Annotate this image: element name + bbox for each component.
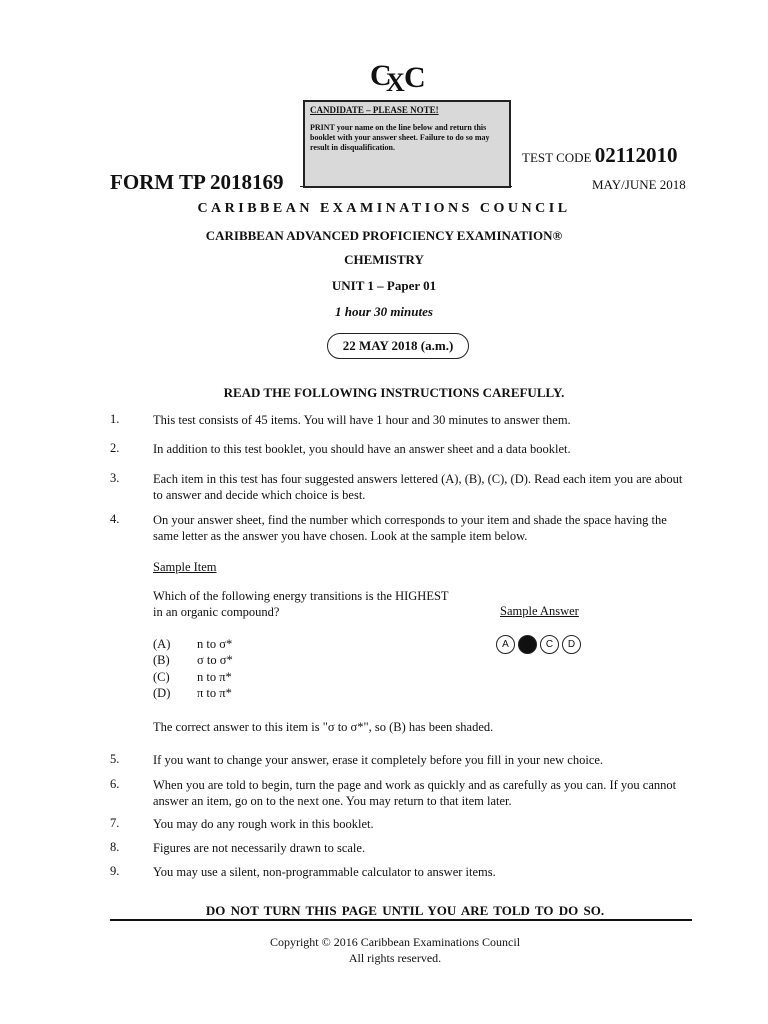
sample-answer-bubbles xyxy=(496,635,596,657)
option-letter: (D) xyxy=(153,686,171,700)
instruction-text: In addition to this test booklet, you should have an answer sheet and a data booklet. xyxy=(153,442,571,456)
option-letter: (C) xyxy=(153,670,170,684)
instruction-text: On your answer sheet, find the number which corresponds to your item and shade the space having the same letter as the answer you have chosen. Look at the sample item below. xyxy=(153,513,667,543)
exam-session: MAY/JUNE 2018 xyxy=(592,177,686,192)
option-text: n to π* xyxy=(197,670,232,684)
instruction-number: 5. xyxy=(110,752,120,766)
copyright-line: Copyright © 2016 Caribbean Examinations Council xyxy=(269,935,521,949)
sample-item-label: Sample Item xyxy=(153,560,217,574)
option-letter: (B) xyxy=(153,653,170,667)
cxc-logo xyxy=(368,55,430,95)
instruction-number: 8. xyxy=(110,840,120,854)
instruction-text: Figures are not necessarily drawn to scale. xyxy=(153,841,366,855)
cxc-logo-graphic xyxy=(368,55,430,95)
unit-paper: UNIT 1 – Paper 01 xyxy=(331,278,437,293)
copyright-notice xyxy=(0,934,768,966)
instruction-number: 3. xyxy=(110,471,120,485)
candidate-name-line[interactable] xyxy=(300,186,512,187)
exam-name: CARIBBEAN ADVANCED PROFICIENCY EXAMINATION® xyxy=(205,228,563,243)
answer-bubble-a[interactable]: A xyxy=(496,635,515,654)
instruction-text: When you are told to begin, turn the page and work as quickly and as carefully as you can. If you cannot answer an item, go on to the next one. You may return to that item later. xyxy=(153,778,677,808)
sample-question: Which of the following energy transitions is the HIGHEST in an organic compound? xyxy=(153,589,449,619)
exam-date: 22 MAY 2018 (a.m.) xyxy=(327,333,469,359)
sample-answer-label: Sample Answer xyxy=(500,604,579,618)
test-code-value: 02112010 xyxy=(594,143,678,167)
answer-bubble-d[interactable]: D xyxy=(562,635,581,654)
svg-text:C: C xyxy=(404,61,426,94)
option-text: π to π* xyxy=(197,686,232,700)
sample-correct-answer: The correct answer to this item is "σ to σ*", so (B) has been shaded. xyxy=(153,720,494,734)
answer-bubble-b-shaded[interactable]: B xyxy=(518,635,537,654)
option-text: σ to σ* xyxy=(197,653,233,667)
form-number: FORM TP 2018169 xyxy=(110,170,284,194)
instruction-number: 9. xyxy=(110,864,120,878)
instruction-number: 1. xyxy=(110,412,120,426)
rights-line: All rights reserved. xyxy=(348,951,442,965)
instruction-number: 2. xyxy=(110,441,120,455)
footer-divider xyxy=(110,919,692,921)
exam-duration: 1 hour 30 minutes xyxy=(335,304,433,319)
option-text: n to σ* xyxy=(197,637,233,651)
test-code-prefix: TEST CODE xyxy=(522,150,592,165)
instruction-text: You may use a silent, non-programmable calculator to answer items. xyxy=(153,865,496,879)
note-body: PRINT your name on the line below and return this booklet with your answer sheet. Failure to do so may result in disqualification. xyxy=(310,123,490,152)
option-letter: (A) xyxy=(153,637,171,651)
instruction-number: 4. xyxy=(110,512,120,526)
instruction-number: 7. xyxy=(110,816,120,830)
instruction-number: 6. xyxy=(110,777,120,791)
instructions-heading: READ THE FOLLOWING INSTRUCTIONS CAREFULLY. xyxy=(223,385,565,400)
svg-text:C: C xyxy=(370,59,392,92)
do-not-turn-warning: DO NOT TURN THIS PAGE UNTIL YOU ARE TOLD TO DO SO. xyxy=(205,903,605,918)
candidate-note-box xyxy=(303,100,511,188)
subject-name: CHEMISTRY xyxy=(344,252,424,267)
test-code xyxy=(522,143,678,168)
note-title: CANDIDATE – PLEASE NOTE! xyxy=(310,105,439,115)
instruction-text: If you want to change your answer, erase it completely before you fill in your new choice. xyxy=(153,753,604,767)
answer-bubble-c[interactable]: C xyxy=(540,635,559,654)
instruction-text: This test consists of 45 items. You will have 1 hour and 30 minutes to answer them. xyxy=(153,413,571,427)
svg-text:X: X xyxy=(386,68,405,95)
instruction-text: You may do any rough work in this booklet. xyxy=(153,817,374,831)
instruction-text: Each item in this test has four suggested answers lettered (A), (B), (C), (D). Read each item you are about to answer and decide which choice is best. xyxy=(153,472,683,502)
council-name: CARIBBEAN EXAMINATIONS COUNCIL xyxy=(197,201,571,216)
